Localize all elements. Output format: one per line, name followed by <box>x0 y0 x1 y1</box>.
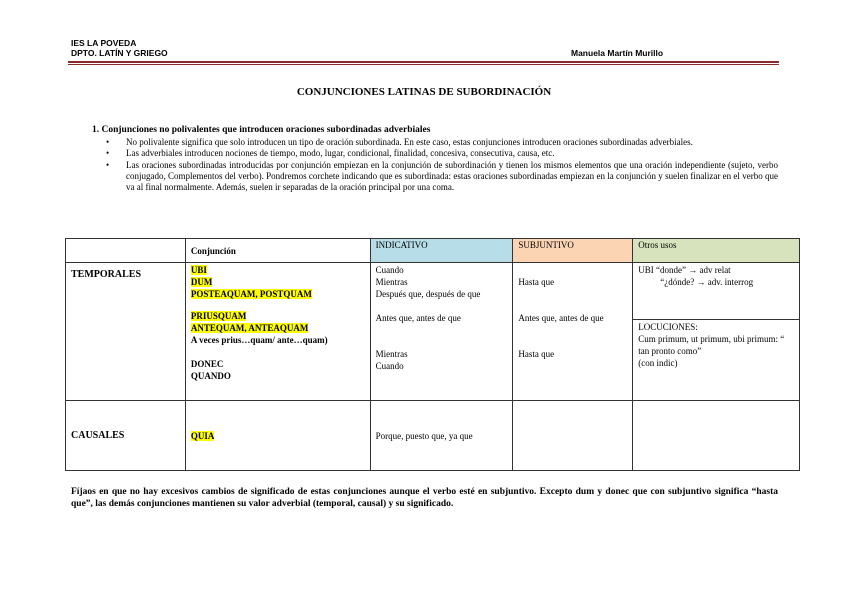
conj-dum: DUM <box>190 277 213 287</box>
temporales-otros-usos <box>633 263 800 401</box>
indic-mientras2: Mientras <box>375 349 408 359</box>
table-row-causales <box>66 401 800 471</box>
conj-posteaquam: POSTEAQUAM, POSTQUAM <box>190 289 312 299</box>
row-label-temporales: TEMPORALES <box>66 263 186 401</box>
conj-quando: QUANDO <box>190 371 231 381</box>
conj-aveces: A veces prius…quam/ ante…quam) <box>190 335 328 345</box>
causales-conjunctions <box>185 401 370 471</box>
school-name: IES LA POVEDA <box>71 38 137 48</box>
temporales-subjuntivo <box>513 263 633 401</box>
header-rule <box>68 61 779 63</box>
indic-cuando: Cuando <box>375 265 404 275</box>
bullet-item: • Las oraciones subordinadas introducidas por conjunción empiezan en la conjunción de subordinación y tienen los mismos elementos que una oración independiente (sujeto, verbo conjugado, Complementos del verbo). Pondremos corchete indicando que es subordinada: estas oraciones subordinadas empiezan en la conjunción y suelen finalizar en el verbo que va al final normalmente. Además, suelen ir separadas de la oración principal por una coma. <box>104 160 778 194</box>
subj-hasta2: Hasta que <box>518 349 555 359</box>
header-indicativo: INDICATIVO <box>370 239 513 263</box>
header-blank <box>66 239 186 263</box>
header-otros-usos: Otros usos <box>633 239 800 263</box>
subj-antes: Antes que, antes de que <box>518 313 604 323</box>
otros-locuciones-box <box>633 320 799 370</box>
otros-cum-primum: Cum primum, ut primum, ubi primum: “ tan pronto como” <box>638 334 785 356</box>
department-name: DPTO. LATÍN Y GRIEGO <box>71 48 168 58</box>
conj-donec: DONEC <box>190 359 224 369</box>
bullet-item: • No polivalente significa que solo introducen un tipo de oración subordinada. En este caso, estas conjunciones introducen oraciones subordinadas adverbiales. <box>104 137 778 148</box>
otros-ubi-box <box>633 263 799 320</box>
footer-note: Fíjaos en que no hay excesivos cambios de significado de estas conjunciones aunque el verbo esté en subjuntivo. Excepto dum y donec que con subjuntivo significa “hasta que”, las demás conjunciones mantienen su valor adverbial (temporal, causal) y su significado. <box>71 487 778 509</box>
header-conjuncion: Conjunción <box>185 239 370 263</box>
indic-antes: Antes que, antes de que <box>375 313 461 323</box>
bullet-list <box>104 137 778 193</box>
otros-locuciones: LOCUCIONES: <box>638 322 698 332</box>
conjunctions-table <box>65 238 800 471</box>
header-subjuntivo: SUBJUNTIVO <box>513 239 633 263</box>
indic-cuando2: Cuando <box>375 361 404 371</box>
causales-otros-usos <box>633 401 800 471</box>
section-heading: 1. Conjunciones no polivalentes que introducen oraciones subordinadas adverbiales <box>92 125 431 135</box>
page-title: CONJUNCIONES LATINAS DE SUBORDINACIÓN <box>296 86 552 98</box>
indic-despues: Después que, después de que <box>375 289 481 299</box>
conj-priusquam: PRIUSQUAM <box>190 311 247 321</box>
conj-ubi: UBI <box>190 265 207 275</box>
subj-hasta: Hasta que <box>518 277 555 287</box>
temporales-conjunctions <box>185 263 370 401</box>
otros-donde-interrog: “¿dónde? → adv. interrog <box>660 277 754 287</box>
conj-quia: QUIA <box>190 430 215 441</box>
causales-indicativo: Porque, puesto que, ya que <box>370 401 513 471</box>
row-label-causales: CAUSALES <box>66 401 186 471</box>
indic-mientras: Mientras <box>375 277 408 287</box>
header-rule-thin <box>68 64 779 65</box>
conj-antequam: ANTEQUAM, ANTEAQUAM <box>190 323 309 333</box>
temporales-indicativo <box>370 263 513 401</box>
otros-con-indic: (con indic) <box>638 358 678 368</box>
bullet-item: • Las adverbiales introducen nociones de tiempo, modo, lugar, condicional, finalidad, concesiva, consecutiva, causa, etc. <box>104 148 778 159</box>
causales-subjuntivo <box>513 401 633 471</box>
table-header-row <box>66 239 800 263</box>
otros-ubi-donde: UBI “donde” → adv relat <box>638 265 731 275</box>
table-row-temporales <box>66 263 800 401</box>
author-name: Manuela Martín Murillo <box>571 48 664 58</box>
